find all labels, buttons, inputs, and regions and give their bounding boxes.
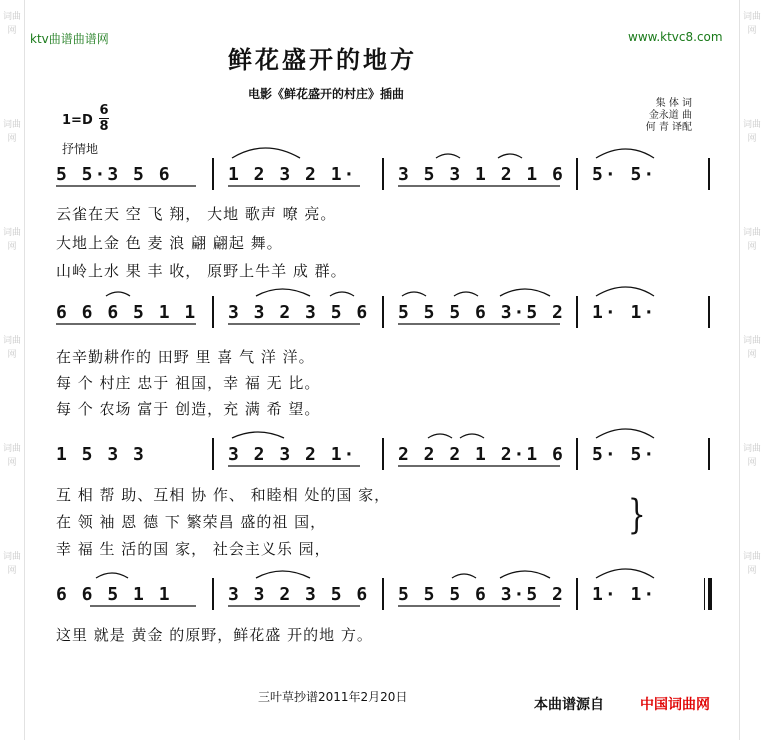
slur-mark <box>232 148 300 158</box>
slur-mark <box>596 569 654 578</box>
song-title: 鲜花盛开的地方 <box>228 45 417 74</box>
slur-mark <box>596 287 654 296</box>
side-watermark: 词曲网 <box>2 120 21 144</box>
bar-notes: 1· 1· <box>592 584 657 605</box>
lyricist-credit: 集 体 词 <box>655 98 692 109</box>
slur-mark <box>330 292 354 296</box>
slur-mark <box>498 154 522 158</box>
lyric-line: 每 个 农场 富于 创造，充 满 希 望。 <box>56 400 321 418</box>
bar-notes: 3 5 3 1 2 1 6 <box>398 164 565 185</box>
side-watermark: 词曲网 <box>2 12 21 36</box>
bar-notes: 5 5·3 5 6 <box>56 164 172 185</box>
arranger-credit: 何 青 译配 <box>645 122 692 133</box>
lyric-line: 大地上金 色 麦 浪 翩 翩起 舞。 <box>56 234 283 252</box>
slur-mark <box>500 289 550 296</box>
lyric-line: 在 领 袖 恩 德 下 繁荣昌 盛的祖 国， <box>56 513 327 531</box>
lyric-line: 在辛勤耕作的 田野 里 喜 气 洋 洋。 <box>56 348 315 366</box>
slur-mark <box>256 289 310 296</box>
slur-mark <box>106 292 130 296</box>
slur-mark <box>596 149 654 158</box>
bar-notes: 3 3 2 3 5 6 <box>228 584 370 605</box>
slur-mark <box>232 432 284 438</box>
source-label: 本曲谱源自 <box>534 697 604 713</box>
slur-mark <box>402 292 426 296</box>
side-watermark: 词曲网 <box>2 228 21 252</box>
composer-credit: 金永道 曲 <box>648 110 692 121</box>
slur-mark <box>596 429 654 438</box>
bar-notes: 5· 5· <box>592 164 657 185</box>
lyric-line: 每 个 村庄 忠于 祖国，幸 福 无 比。 <box>56 374 321 392</box>
lyric-line: 云雀在天 空 飞 翔， 大地 歌声 嘹 亮。 <box>56 205 337 223</box>
side-watermark: 词曲网 <box>2 552 21 576</box>
side-watermark: 词曲网 <box>742 444 761 468</box>
slur-mark <box>428 434 452 438</box>
transcriber-note: 三叶草抄谱2011年2月20日 <box>258 690 408 704</box>
bar-notes: 6 6 5 1 1 <box>56 584 172 605</box>
bar-notes: 2 2 2 1 2·1 6 <box>398 444 565 465</box>
slur-mark <box>436 154 460 158</box>
tempo-marking: 抒情地 <box>62 142 99 156</box>
side-watermark: 词曲网 <box>2 336 21 360</box>
side-watermark: 词曲网 <box>742 228 761 252</box>
slur-mark <box>256 571 310 578</box>
bar-notes: 3 3 2 3 5 6 <box>228 302 370 323</box>
slur-mark <box>96 573 128 578</box>
repeat-brace: } <box>627 492 646 538</box>
slur-mark <box>460 434 484 438</box>
bar-notes: 1· 1· <box>592 302 657 323</box>
bar-notes: 1 2 3 2 1· <box>228 164 357 185</box>
slur-mark <box>454 292 478 296</box>
site-watermark-right: www.ktvc8.com <box>628 30 723 44</box>
lyric-line: 山岭上水 果 丰 收， 原野上牛羊 成 群。 <box>56 262 347 280</box>
slur-mark <box>500 571 550 578</box>
source-site: 中国词曲网 <box>640 697 710 713</box>
slur-mark <box>452 574 476 578</box>
side-watermark: 词曲网 <box>742 120 761 144</box>
lyric-line: 幸 福 生 活的国 家， 社会主义乐 园， <box>56 540 331 558</box>
key-signature: 1=D <box>62 113 93 128</box>
lyric-line: 这里 就是 黄金 的原野，鲜花盛 开的地 方。 <box>56 626 373 644</box>
side-watermark: 词曲网 <box>2 444 21 468</box>
bar-notes: 6 6 6 5 1 1 <box>56 302 198 323</box>
site-watermark-left: ktv曲谱曲谱网 <box>30 32 109 46</box>
bar-notes: 5 5 5 6 3·5 2 <box>398 302 565 323</box>
lyric-line: 互 相 帮 助、互相 协 作、 和睦相 处的国 家， <box>56 486 391 504</box>
bar-notes: 1 5 3 3 <box>56 444 146 465</box>
side-watermark: 词曲网 <box>742 12 761 36</box>
song-subtitle: 电影《鲜花盛开的村庄》插曲 <box>248 87 405 101</box>
side-watermark: 词曲网 <box>742 336 761 360</box>
bar-notes: 5· 5· <box>592 444 657 465</box>
side-watermark: 词曲网 <box>742 552 761 576</box>
time-numerator: 6 <box>99 103 109 118</box>
bar-notes: 5 5 5 6 3·5 2 <box>398 584 565 605</box>
bar-notes: 3 2 3 2 1· <box>228 444 357 465</box>
time-denominator: 8 <box>99 119 109 134</box>
